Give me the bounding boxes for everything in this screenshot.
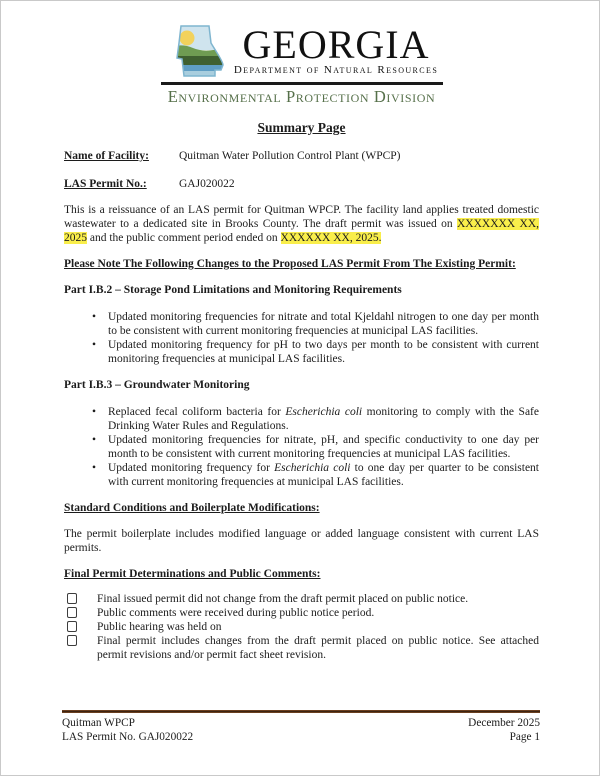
- permit-row: [64, 177, 539, 191]
- facility-label: Name of Facility:: [64, 150, 149, 162]
- checkbox-no-change[interactable]: [67, 593, 77, 604]
- page-footer: [62, 710, 540, 744]
- part-ib3-bullet-2: • Updated monitoring frequencies for nitrate, pH, and specific conductivity to one day per month to be consistent with current monitoring frequencies at municipal LAS facilities.: [64, 433, 539, 461]
- dnr-logo-words: [233, 22, 439, 76]
- checklist-row: [64, 592, 539, 606]
- standard-conditions-heading: Standard Conditions and Boilerplate Modifications:: [64, 502, 320, 514]
- bullet-text: monitoring to comply with the Safe Drinking Water Rules and Regulations.: [108, 406, 539, 432]
- dnr-logo-top: [161, 23, 443, 79]
- checkbox-label: Final issued permit did not change from the draft permit placed on public notice.: [97, 593, 469, 605]
- intro-highlight-comment-date: XXXXXX XX, 2025.: [280, 232, 382, 244]
- part-ib3-heading: Part I.B.3 – Groundwater Monitoring: [64, 379, 250, 391]
- checklist-row: [64, 634, 539, 662]
- final-permit-heading: Final Permit Determinations and Public Comments:: [64, 568, 321, 580]
- checklist-row: [64, 606, 539, 620]
- bullet-text: to one day per quarter to be consistent with current monitoring frequencies at municipal LAS facilities.: [108, 462, 539, 488]
- checkbox-label: Final permit includes changes from the draft permit placed on public notice. See attached permit revisions and/or permit fact sheet revision.: [97, 635, 539, 661]
- footer-facility: Quitman WPCP: [62, 717, 135, 729]
- footer-row-2: [62, 730, 540, 744]
- part-ib2-heading: Part I.B.2 – Storage Pond Limitations and Monitoring Requirements: [64, 284, 402, 296]
- intro-text-1: This is a reissuance of an LAS permit for Quitman WPCP. The facility land applies treated domestic wastewater to a dedicated site in Brooks County. The draft permit was issued on: [64, 204, 539, 230]
- bullet-text: Updated monitoring frequency for: [108, 462, 275, 474]
- checkbox-label: Public hearing was held on: [97, 621, 222, 633]
- part-ib3-bullet-1: [64, 405, 539, 433]
- final-permit-checklist: [64, 592, 539, 662]
- part-ib2-bullet-1: • Updated monitoring frequencies for nitrate and total Kjeldahl nitrogen to one day per month to be consistent with current monitoring frequencies at municipal LAS facilities.: [64, 310, 539, 338]
- logo-division-text: Environmental Protection Division: [167, 87, 436, 106]
- part-ib3-bullets: [64, 405, 539, 489]
- part-ib3-bullet-3: [64, 461, 539, 489]
- footer-date: December 2025: [468, 717, 540, 729]
- part-ib2-bullet-2: • Updated monitoring frequency for pH to two days per month to be consistent with current monitoring frequencies at municipal LAS facilities.: [64, 338, 539, 366]
- intro-text-2: and the public comment period ended on: [87, 232, 281, 244]
- logo-divider-rule: [161, 82, 443, 85]
- bullet-text: Replaced fecal coliform bacteria for: [108, 406, 286, 418]
- permit-value: GAJ020022: [179, 178, 235, 190]
- checkbox-includes-changes[interactable]: [67, 635, 77, 646]
- dnr-logo: [161, 23, 443, 105]
- footer-permit-no: LAS Permit No. GAJ020022: [62, 731, 194, 743]
- checkbox-public-comments[interactable]: [67, 607, 77, 618]
- intro-highlight-draft-date: XXXXXXX XX, 2025: [64, 218, 539, 244]
- logo-department-text: Department of Natural Resources: [233, 64, 439, 76]
- footer-rule: [62, 710, 540, 713]
- bullet-italic-species: Escherichia coli: [285, 406, 363, 418]
- page-title: Summary Page: [257, 120, 346, 135]
- part-ib2-bullets: [64, 310, 539, 366]
- facility-value: Quitman Water Pollution Control Plant (WPCP): [179, 150, 401, 162]
- footer-page-number: Page 1: [509, 731, 540, 743]
- page-content: [1, 1, 599, 662]
- checkbox-public-hearing[interactable]: [67, 621, 77, 632]
- changes-heading: Please Note The Following Changes to the Proposed LAS Permit From The Existing Permit:: [64, 258, 516, 270]
- georgia-state-icon: [165, 23, 227, 79]
- footer-row-1: [62, 716, 540, 730]
- checklist-row: [64, 620, 539, 634]
- checkbox-label: Public comments were received during public notice period.: [97, 607, 375, 619]
- intro-paragraph: [64, 203, 539, 245]
- standard-conditions-body: The permit boilerplate includes modified language or added language consistent with current LAS permits.: [64, 528, 539, 554]
- bullet-italic-species: Escherichia coli: [274, 462, 351, 474]
- logo-georgia-text: GEORGIA: [242, 22, 430, 67]
- facility-row: [64, 149, 539, 163]
- permit-label: LAS Permit No.:: [64, 178, 147, 190]
